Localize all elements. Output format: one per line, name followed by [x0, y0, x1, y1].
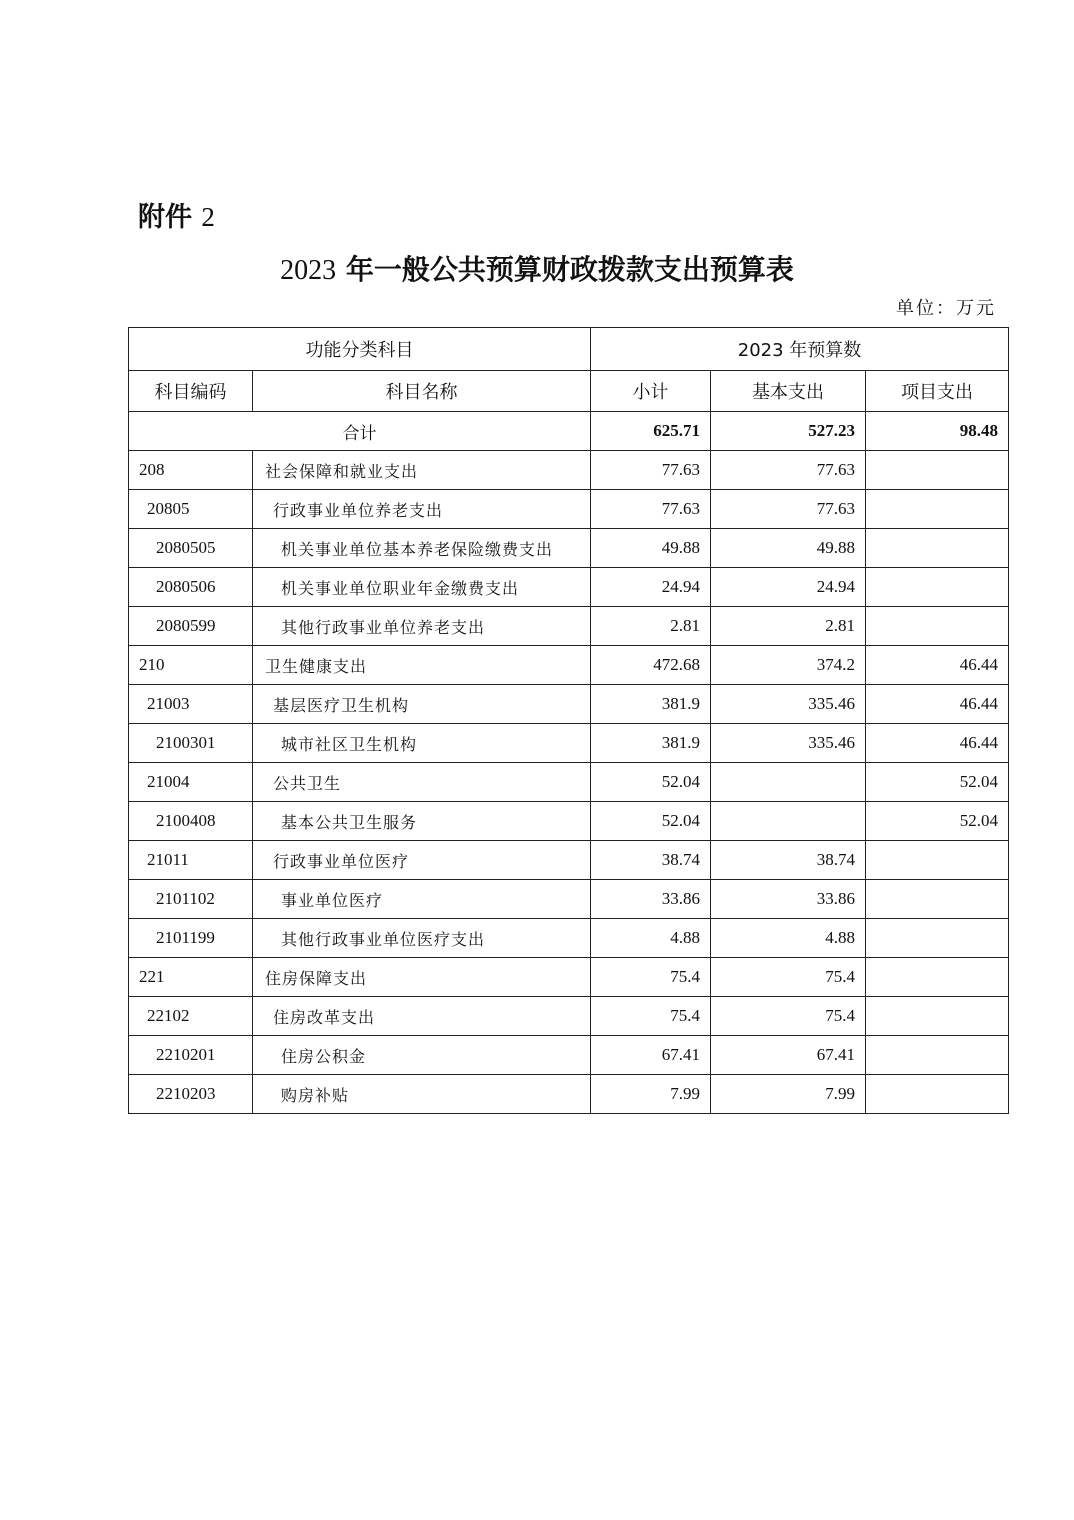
row-subtotal: 2.81 [591, 607, 711, 646]
page-title [0, 248, 1074, 288]
row-basic: 49.88 [711, 529, 866, 568]
row-name: 行政事业单位养老支出 [253, 490, 591, 529]
row-subtotal: 67.41 [591, 1036, 711, 1075]
row-subtotal: 33.86 [591, 880, 711, 919]
total-label: 合计 [129, 412, 591, 451]
table-row [129, 919, 1009, 958]
table-row [129, 958, 1009, 997]
table-row [129, 451, 1009, 490]
row-code: 21004 [129, 763, 253, 802]
row-project [866, 607, 1009, 646]
row-name: 卫生健康支出 [253, 646, 591, 685]
row-subtotal: 472.68 [591, 646, 711, 685]
table-row [129, 1075, 1009, 1114]
row-subtotal: 49.88 [591, 529, 711, 568]
row-basic: 374.2 [711, 646, 866, 685]
row-basic: 75.4 [711, 997, 866, 1036]
row-basic: 77.63 [711, 451, 866, 490]
table-row [129, 724, 1009, 763]
row-subtotal: 381.9 [591, 685, 711, 724]
row-subtotal: 24.94 [591, 568, 711, 607]
row-subtotal: 52.04 [591, 802, 711, 841]
row-code: 22102 [129, 997, 253, 1036]
row-subtotal: 7.99 [591, 1075, 711, 1114]
header-function-category: 功能分类科目 [129, 328, 591, 371]
row-code: 2080599 [129, 607, 253, 646]
row-subtotal: 52.04 [591, 763, 711, 802]
table-row [129, 646, 1009, 685]
row-project [866, 958, 1009, 997]
row-project: 46.44 [866, 685, 1009, 724]
table-row [129, 529, 1009, 568]
row-project: 46.44 [866, 646, 1009, 685]
attachment-text: 附件 [138, 202, 192, 233]
table-row [129, 841, 1009, 880]
row-name: 机关事业单位职业年金缴费支出 [253, 568, 591, 607]
row-name: 机关事业单位基本养老保险缴费支出 [253, 529, 591, 568]
table-row [129, 607, 1009, 646]
row-name: 基层医疗卫生机构 [253, 685, 591, 724]
header-basic: 基本支出 [711, 371, 866, 412]
total-project: 98.48 [866, 412, 1009, 451]
row-project [866, 919, 1009, 958]
row-code: 2210203 [129, 1075, 253, 1114]
row-name: 其他行政事业单位养老支出 [253, 607, 591, 646]
row-subtotal: 381.9 [591, 724, 711, 763]
row-code: 2101199 [129, 919, 253, 958]
header-name: 科目名称 [253, 371, 591, 412]
header-row-columns [129, 371, 1009, 412]
row-name: 公共卫生 [253, 763, 591, 802]
budget-table [128, 327, 1009, 1114]
row-project [866, 1075, 1009, 1114]
row-basic: 38.74 [711, 841, 866, 880]
header-budget-year: 2023 年预算数 [591, 328, 1009, 371]
table-row [129, 490, 1009, 529]
total-subtotal: 625.71 [591, 412, 711, 451]
table-row [129, 1036, 1009, 1075]
row-basic: 2.81 [711, 607, 866, 646]
header-code: 科目编码 [129, 371, 253, 412]
row-basic: 335.46 [711, 724, 866, 763]
row-name: 事业单位医疗 [253, 880, 591, 919]
row-name: 行政事业单位医疗 [253, 841, 591, 880]
row-code: 21003 [129, 685, 253, 724]
row-basic [711, 763, 866, 802]
row-name: 其他行政事业单位医疗支出 [253, 919, 591, 958]
unit-label: 单位：万元 [896, 298, 996, 319]
row-code: 2100408 [129, 802, 253, 841]
row-subtotal: 77.63 [591, 490, 711, 529]
row-project: 52.04 [866, 763, 1009, 802]
row-subtotal: 4.88 [591, 919, 711, 958]
attachment-label [138, 195, 215, 234]
row-code: 2100301 [129, 724, 253, 763]
row-basic [711, 802, 866, 841]
row-basic: 7.99 [711, 1075, 866, 1114]
row-basic: 77.63 [711, 490, 866, 529]
header-project: 项目支出 [866, 371, 1009, 412]
row-code: 2080505 [129, 529, 253, 568]
row-code: 2210201 [129, 1036, 253, 1075]
table-row [129, 880, 1009, 919]
row-project [866, 568, 1009, 607]
attachment-number: 2 [201, 202, 215, 232]
row-code: 21011 [129, 841, 253, 880]
row-project: 46.44 [866, 724, 1009, 763]
title-text: 年一般公共预算财政拨款支出预算表 [345, 253, 794, 286]
row-subtotal: 77.63 [591, 451, 711, 490]
row-basic: 67.41 [711, 1036, 866, 1075]
table-row [129, 997, 1009, 1036]
row-name: 社会保障和就业支出 [253, 451, 591, 490]
table-row [129, 685, 1009, 724]
row-basic: 335.46 [711, 685, 866, 724]
row-name: 基本公共卫生服务 [253, 802, 591, 841]
total-row [129, 412, 1009, 451]
row-code: 208 [129, 451, 253, 490]
row-code: 2080506 [129, 568, 253, 607]
row-code: 20805 [129, 490, 253, 529]
row-project [866, 880, 1009, 919]
row-subtotal: 75.4 [591, 958, 711, 997]
row-project: 52.04 [866, 802, 1009, 841]
header-row-group [129, 328, 1009, 371]
row-project [866, 841, 1009, 880]
row-basic: 4.88 [711, 919, 866, 958]
row-name: 购房补贴 [253, 1075, 591, 1114]
title-year: 2023 [280, 255, 337, 286]
row-name: 住房保障支出 [253, 958, 591, 997]
row-project [866, 1036, 1009, 1075]
row-subtotal: 38.74 [591, 841, 711, 880]
table-row [129, 802, 1009, 841]
row-project [866, 451, 1009, 490]
total-basic: 527.23 [711, 412, 866, 451]
row-project [866, 490, 1009, 529]
row-name: 住房改革支出 [253, 997, 591, 1036]
row-basic: 75.4 [711, 958, 866, 997]
table-row [129, 763, 1009, 802]
row-project [866, 529, 1009, 568]
row-basic: 24.94 [711, 568, 866, 607]
header-subtotal: 小计 [591, 371, 711, 412]
row-code: 221 [129, 958, 253, 997]
row-name: 住房公积金 [253, 1036, 591, 1075]
row-code: 2101102 [129, 880, 253, 919]
row-basic: 33.86 [711, 880, 866, 919]
row-name: 城市社区卫生机构 [253, 724, 591, 763]
row-project [866, 997, 1009, 1036]
row-subtotal: 75.4 [591, 997, 711, 1036]
table-row [129, 568, 1009, 607]
row-code: 210 [129, 646, 253, 685]
